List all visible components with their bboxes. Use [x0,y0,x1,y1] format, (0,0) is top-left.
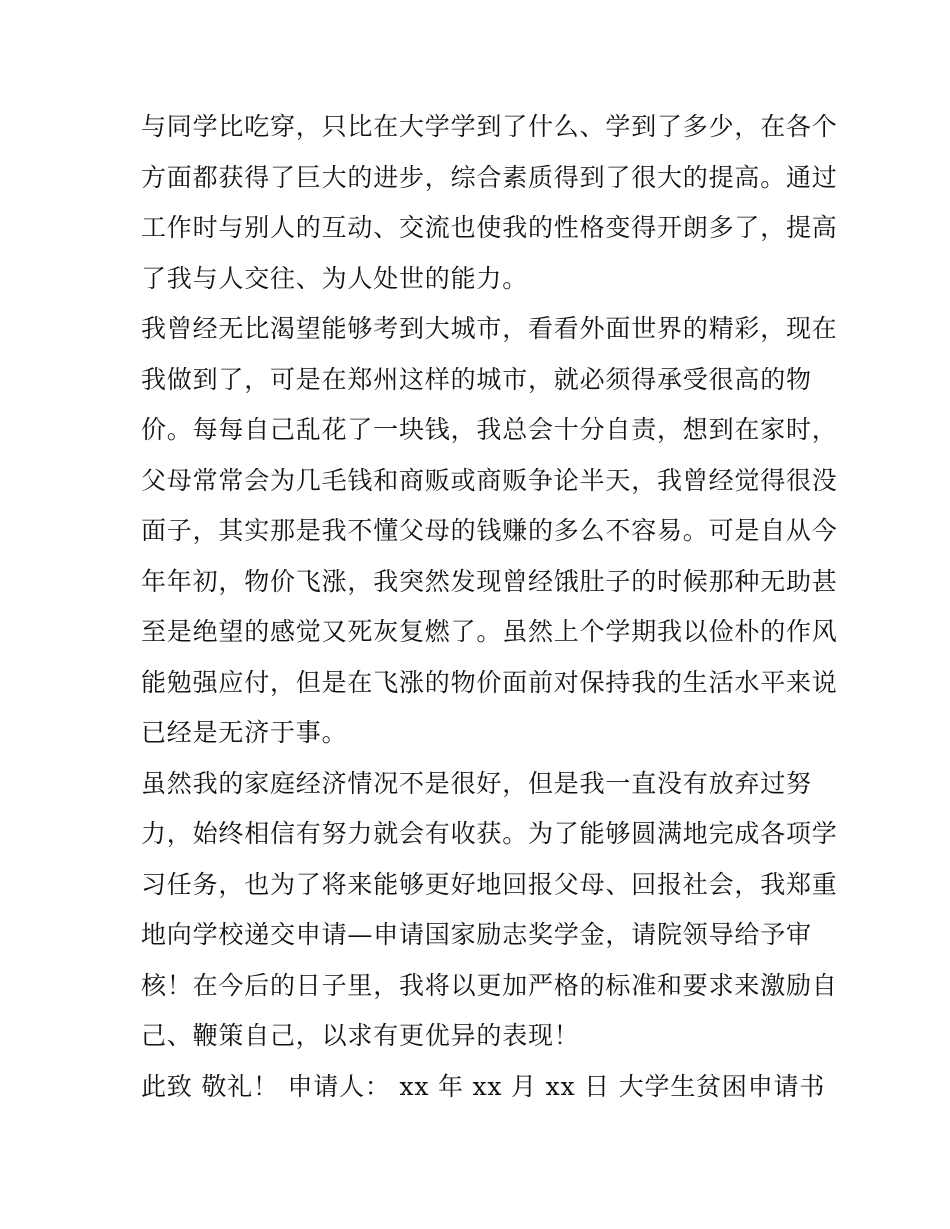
text-line: 与同学比吃穿，只比在大学学到了什么、学到了多少，在各个 [141,112,838,141]
text-line: 价。每每自己乱花了一块钱，我总会十分自责，想到在家时， [141,415,838,444]
text-line: 我做到了，可是在郑州这样的城市，就必须得承受很高的物 [141,364,812,394]
text-line: 面子，其实那是我不懂父母的钱赚的多么不容易。可是自从今 [141,516,838,545]
text-line: 我曾经无比渴望能够考到大城市，看看外面世界的精彩，现在 [141,314,838,343]
text-line: 己、鞭策自己，以求有更优异的表现！ [141,1021,580,1050]
text-line: 虽然我的家庭经济情况不是很好，但是我一直没有放弃过努 [141,768,812,798]
text-line: 力，始终相信有努力就会有收获。为了能够圆满地完成各项学 [141,819,838,848]
document-body [141,102,838,1112]
text-line: 工作时与别人的互动、交流也使我的性格变得开朗多了，提高 [141,213,838,242]
text-line: 方面都获得了巨大的进步，综合素质得到了很大的提高。通过 [141,162,838,192]
text-line: 至是绝望的感觉又死灰复燃了。虽然上个学期我以俭朴的作风 [141,617,838,646]
closing-line: 此致 敬礼！ 申请人： xx 年 xx 月 xx 日 大学生贫困申请书 [141,1071,826,1101]
text-line: 年年初，物价飞涨，我突然发现曾经饿肚子的时候那种无助甚 [141,566,838,596]
text-line: 了我与人交往、为人处世的能力。 [141,263,529,293]
text-line: 地向学校递交申请—申请国家励志奖学金，请院领导给予审 [141,920,812,949]
text-line: 习任务，也为了将来能够更好地回报父母、回报社会，我郑重 [141,869,838,899]
text-line: 能勉强应付，但是在飞涨的物价面前对保持我的生活水平来说 [141,667,838,697]
text-line: 核！在今后的日子里，我将以更加严格的标准和要求来激励自 [141,970,838,1000]
text-line: 父母常常会为几毛钱和商贩或商贩争论半天，我曾经觉得很没 [141,465,838,495]
text-line: 已经是无济于事。 [141,718,348,747]
